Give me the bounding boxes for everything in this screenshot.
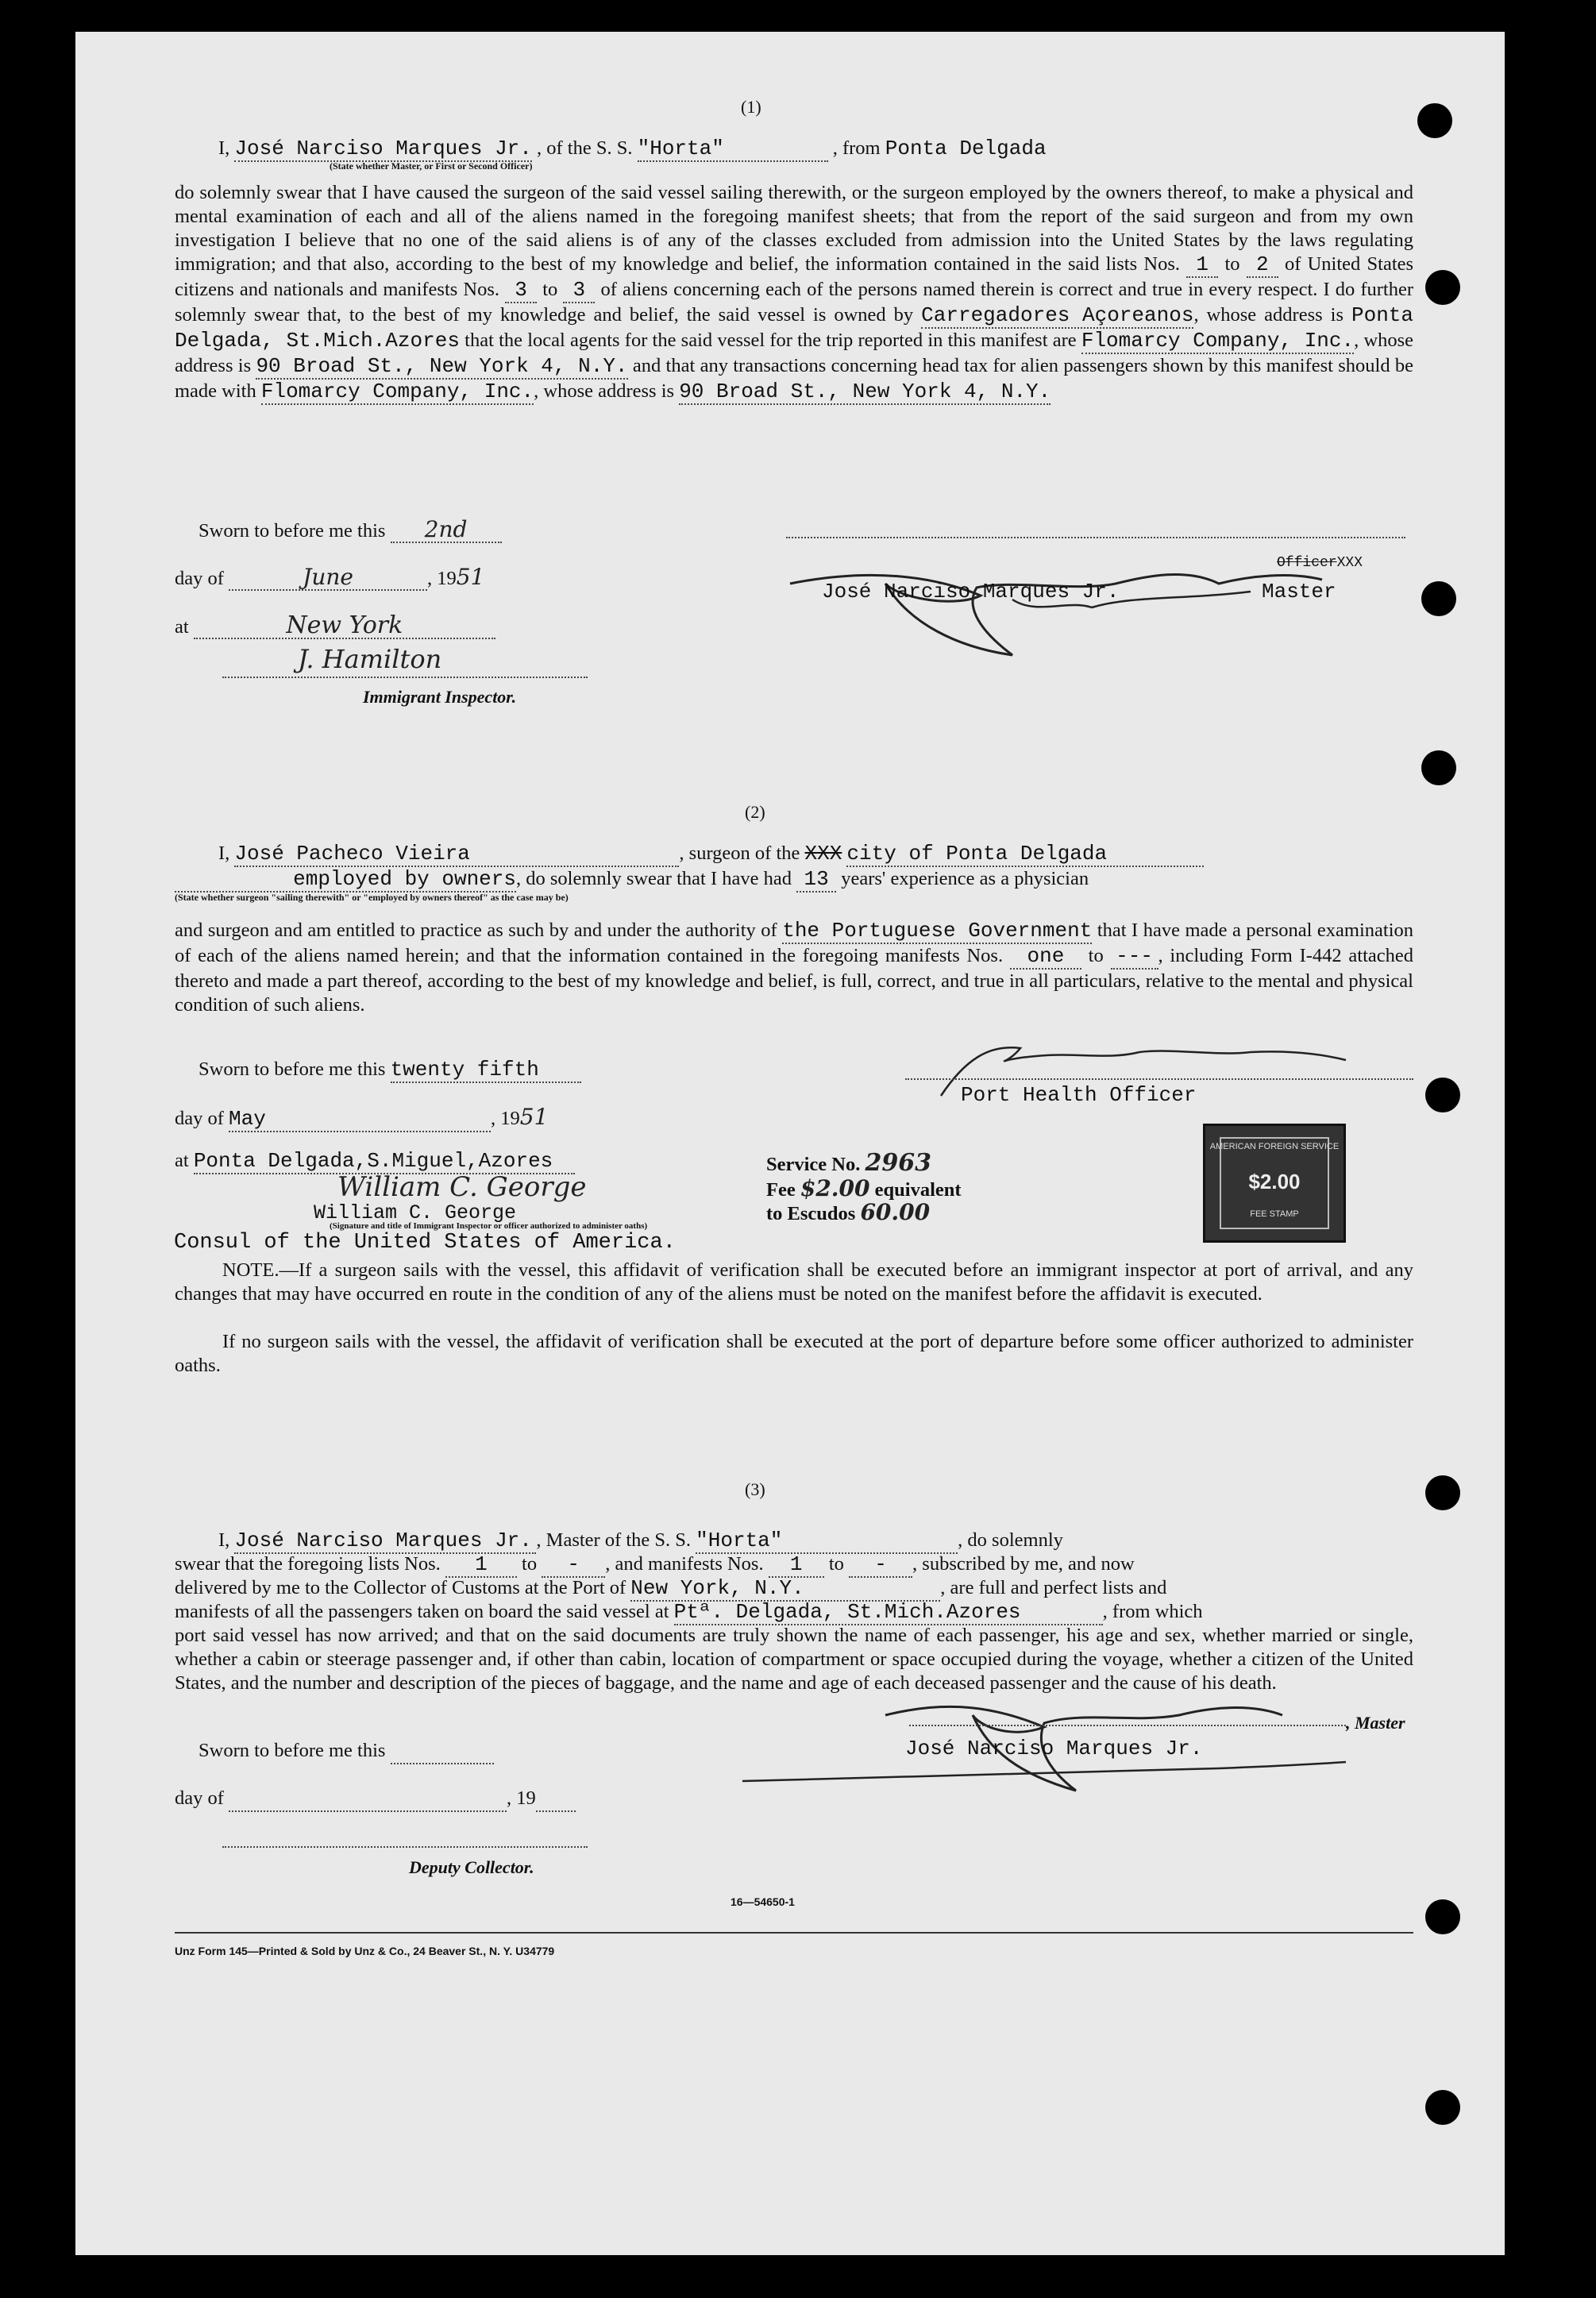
departure-port: Ptª. Delgada, St.Mich.Azores [674, 1600, 1103, 1625]
agents-address: 90 Broad St., New York 4, N.Y. [256, 354, 628, 378]
surgeon-authority: the Portuguese Government [782, 919, 1093, 943]
s3-line-2: swear that the foregoing lists Nos. 1 to - , and manifests Nos. 1 to - , subscribed by me, and now [175, 1552, 1135, 1576]
punch-hole [1425, 2090, 1460, 2125]
form-code: 16—54650-1 [731, 1895, 795, 1908]
sworn-place: Ponta Delgada,S.Miguel,Azores [194, 1149, 575, 1174]
punch-hole [1425, 1899, 1460, 1934]
years-experience: 13 [796, 867, 836, 893]
inspector-signature: J. Hamilton [298, 644, 442, 674]
master-title-1: Master [1262, 580, 1336, 603]
officer-struck: OfficerXXX [1277, 555, 1363, 571]
s2-at-row: at Ponta Delgada,S.Miguel,Azores [175, 1149, 575, 1174]
consul-title: Consul of the United States of America. [174, 1231, 676, 1255]
service-number-row: Service No. 2963 [766, 1149, 931, 1177]
s2-line-2: employed by owners, do solemnly swear that I have had 13 years' experience as a physician [175, 867, 1089, 893]
punch-hole [1417, 103, 1452, 138]
s3-signer-name: José Narciso Marques Jr. [905, 1737, 1203, 1760]
punch-hole [1425, 1475, 1460, 1510]
note-paragraph-1: NOTE.—If a surgeon sails with the vessel, this affidavit of verification shall be executed before an immigrant inspector at port of arrival, and any changes that may have occurred en route in the condition of any of the aliens must be noted on the manifest before the affidavit is executed. [175, 1259, 1413, 1305]
fee-stamp: AMERICAN FOREIGN SERVICE $2.00 FEE STAMP [1203, 1124, 1346, 1243]
s2-day-row: day of May , 1951 [175, 1104, 549, 1131]
punch-hole [1421, 581, 1456, 616]
master-name: José Narciso Marques Jr. [234, 137, 532, 160]
manifest-page [75, 32, 1505, 2255]
note-paragraph-2: If no surgeon sails with the vessel, the affidavit of verification shall be executed at the port of departure before some officer authorized to administer oaths. [175, 1331, 1413, 1376]
punch-hole [1425, 1078, 1460, 1112]
vessel-owner: Carregadores Açoreanos [921, 303, 1194, 327]
s1-day-row: day of June , 1951 [175, 564, 485, 590]
health-officer-title: Port Health Officer [961, 1083, 1197, 1107]
s3-signature-line [909, 1725, 1346, 1726]
consul-name: William C. George [314, 1201, 517, 1224]
surgeon-employment: employed by owners [175, 867, 516, 893]
s3-line-4: manifests of all the passengers taken on board the said vessel at Ptª. Delgada, St.Mich.Azores , from which [175, 1600, 1203, 1624]
deputy-line [222, 1846, 588, 1848]
s3-day-row: day of , 19 [175, 1787, 576, 1812]
section-1-line-1: I, José Narciso Marques Jr. , of the S. S. "Horta" , from Ponta Delgada [218, 137, 1047, 160]
inspector-caption: Immigrant Inspector. [363, 687, 517, 707]
signature-note: (Signature and title of Immigrant Inspector or officer authorized to administer oaths) [330, 1221, 648, 1231]
surgeon-note: (State whether surgeon "sailing therewith" or "employed by owners thereof" as the case may be) [175, 892, 569, 903]
health-officer-line [905, 1078, 1413, 1080]
punch-hole [1425, 270, 1460, 305]
section-3-number: (3) [745, 1479, 765, 1499]
head-tax-address: 90 Broad St., New York 4, N.Y. [679, 380, 1051, 403]
s1-sworn-row: Sworn to before me this 2nd [199, 518, 502, 543]
section-2-number: (2) [745, 802, 765, 822]
printer-credit: Unz Form 145—Printed & Sold by Unz & Co., 24 Beaver St., N. Y. U34779 [175, 1945, 555, 1957]
deputy-caption: Deputy Collector. [409, 1857, 534, 1877]
s1-at-row: at New York [175, 614, 495, 639]
punch-hole [1421, 750, 1456, 785]
section-1-paragraph: do solemnly swear that I have caused the surgeon of the said vessel sailing therewith, or the surgeon employed by the owners thereof, to make a physical and mental examination of each and all of the aliens named in the foregoing manifest sheets; that from the report of the said surgeon and from my own investigation I believe that no one of the said aliens is of any of the classes excluded from admission into the United States by the laws regulating immigration; and that also, according to the best of my knowledge and belief, the information contained in the said lists Nos. 1 to 2 of United States citizens and nationals and manifests Nos. 3 to 3 of aliens concerning each of the persons named therein is correct and true in every respect. I do further solemnly swear that, to the best of my knowledge and belief, the said vessel is owned by Carregadores Açoreanos, whose address is Ponta Delgada, St.Mich.Azores that the local agents for the said vessel for the trip reported in this manifest are Flomarcy Company, Inc., whose address is 90 Broad St., New York 4, N.Y. and that any transactions concerning head tax for alien passengers shown by this manifest should be made with Flomarcy Company, Inc., whose address is 90 Broad St., New York 4, N.Y. [175, 182, 1414, 403]
officer-note: (State whether Master, or First or Second Officer) [330, 160, 533, 172]
section-2-paragraph: and surgeon and am entitled to practice as such by and under the authority of the Portuguese Government that I have made a personal examination of each of the aliens named herein; and that the information contained in the foregoing manifests Nos. one to --- , including Form I-442 attached thereto and made a part thereof, according to the best of my knowledge and belief, is full, correct, and true in all particulars, relative to the mental and physical condition of such aliens. [175, 919, 1414, 1016]
surgeon-name: José Pacheco Vieira [234, 842, 679, 867]
s3-line-1: I, José Narciso Marques Jr. , Master of the S. S. "Horta" , do solemnly [218, 1529, 1063, 1552]
s3-ship-name: "Horta" [696, 1529, 958, 1554]
section-3-paragraph: port said vessel has now arrived; and that on the said documents are truly shown the name of each passenger, his age and sex, whether married or single, whether a cabin or steerage passenger and, if other than cabin, location of compartment or space occupied during the voyage, whether a citizen of the United States, and the number and description of the pieces of baggage, and the name and age of each deceased passenger and the cause of his death. [175, 1625, 1413, 1694]
local-agents: Flomarcy Company, Inc. [1081, 329, 1355, 353]
head-tax-agent: Flomarcy Company, Inc. [260, 380, 534, 403]
s2-line-1: I, José Pacheco Vieira , surgeon of the XXX city of Ponta Delgada [218, 842, 1204, 867]
footer-rule [175, 1932, 1413, 1934]
arrival-port: New York, N.Y. [630, 1576, 940, 1602]
from-port: Ponta Delgada [885, 137, 1047, 160]
surgeon-city: city of Ponta Delgada [846, 842, 1204, 867]
master-signer-name-1: José Narciso Marques Jr. [822, 580, 1120, 603]
master-signature-1 [774, 552, 1330, 671]
s1-signature-line-upper [786, 537, 1405, 538]
section-1-number: (1) [741, 97, 761, 117]
fee-row: Fee $2.00 equivalent [766, 1175, 962, 1201]
s3-sworn-row: Sworn to before me this [199, 1739, 494, 1764]
consul-signature: William C. George [337, 1171, 587, 1203]
ship-name: "Horta" [638, 137, 828, 162]
inspector-line [222, 677, 588, 678]
s2-sworn-row: Sworn to before me this twenty fifth [199, 1058, 581, 1083]
s3-master-name: José Narciso Marques Jr. [234, 1529, 536, 1554]
s3-master-label: , Master [1346, 1713, 1405, 1733]
s3-line-3: delivered by me to the Collector of Customs at the Port of New York, N.Y. , are full and perfect lists and [175, 1576, 1167, 1600]
owner-address: Ponta Delgada, St.Mich.Azores [175, 303, 1413, 353]
escudos-row: to Escudos 60.00 [766, 1199, 931, 1225]
